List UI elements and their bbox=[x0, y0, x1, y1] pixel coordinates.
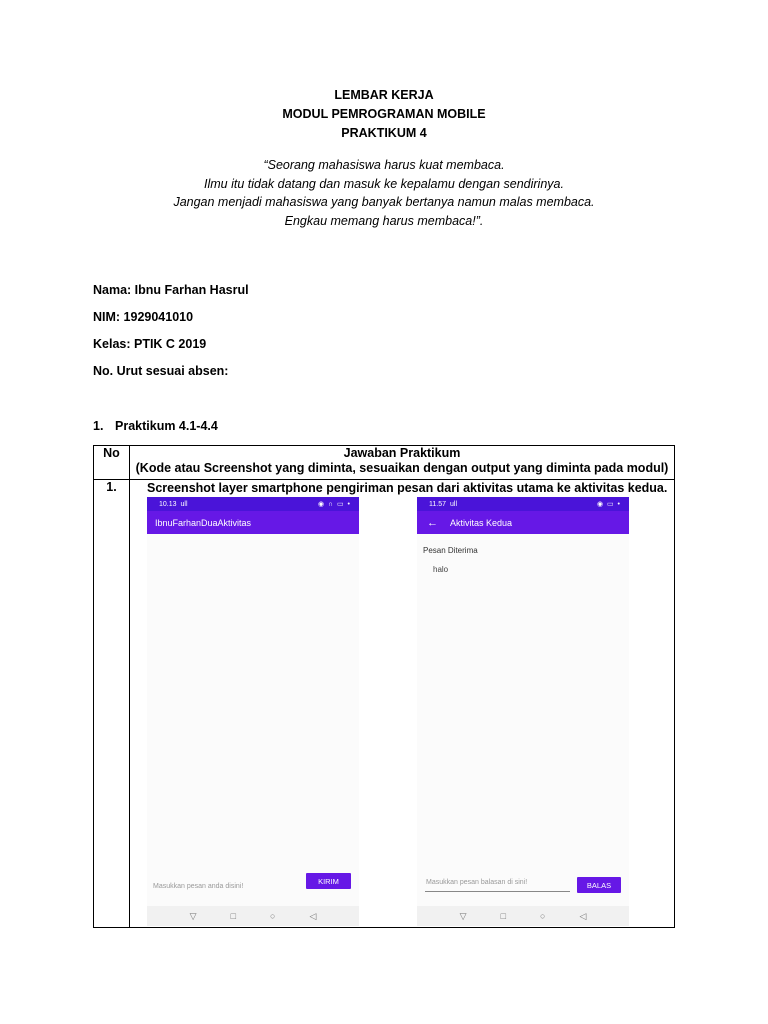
nav-back-icon[interactable]: ◁ bbox=[579, 910, 587, 921]
status-time: 10.13 bbox=[159, 500, 177, 508]
row-number: 1. bbox=[94, 480, 130, 928]
column-header-answer bbox=[130, 446, 675, 480]
send-button[interactable]: KIRIM bbox=[306, 873, 351, 889]
system-status-icons: ◉ ▭ • bbox=[596, 501, 621, 508]
section-title: Praktikum 4.1-4.4 bbox=[115, 419, 218, 433]
header-line-2: MODUL PEMROGRAMAN MOBILE bbox=[282, 107, 486, 121]
phone-screenshot-main-activity bbox=[147, 497, 359, 926]
nav-dropdown-icon[interactable]: ▽ bbox=[189, 910, 197, 921]
field-nim: NIM: 1929041010 bbox=[93, 310, 194, 324]
quote-block bbox=[0, 156, 768, 230]
status-bar bbox=[147, 497, 359, 511]
navigation-bar bbox=[147, 906, 359, 926]
status-bar bbox=[417, 497, 629, 511]
quote-line: Engkau memang harus membaca!”. bbox=[284, 213, 484, 228]
column-header-no: No bbox=[94, 446, 130, 480]
nav-back-icon[interactable]: ◁ bbox=[309, 910, 317, 921]
reply-input[interactable]: Masukkan pesan balasan di sini! bbox=[426, 879, 528, 886]
system-status-icons: ◉ ∩ ▭ • bbox=[317, 501, 351, 508]
answers-table bbox=[93, 445, 675, 928]
column-header-answer-title: Jawaban Praktikum bbox=[343, 446, 461, 460]
nav-home-icon[interactable]: ○ bbox=[270, 911, 276, 921]
nav-home-icon[interactable]: ○ bbox=[540, 911, 546, 921]
navigation-bar bbox=[417, 906, 629, 926]
signal-icon: ull bbox=[450, 500, 458, 508]
app-bar bbox=[147, 511, 359, 534]
status-time: 11.57 bbox=[429, 500, 446, 508]
field-kelas: Kelas: PTIK C 2019 bbox=[93, 337, 207, 351]
field-absen: No. Urut sesuai absen: bbox=[93, 364, 229, 378]
header-line-3: PRAKTIKUM 4 bbox=[341, 126, 427, 140]
row-description: Screenshot layer smartphone pengiriman pesan dari aktivitas utama ke aktivitas kedua. bbox=[147, 481, 668, 495]
reply-button[interactable]: BALAS bbox=[577, 877, 621, 893]
section-number: 1. bbox=[93, 419, 104, 433]
column-header-answer-subtitle: (Kode atau Screenshot yang diminta, sesuaikan dengan output yang diminta pada modul) bbox=[135, 461, 669, 475]
nav-dropdown-icon[interactable]: ▽ bbox=[459, 910, 467, 921]
quote-line: Ilmu itu tidak datang dan masuk ke kepalamu dengan sendirinya. bbox=[204, 176, 564, 191]
app-title: Aktivitas Kedua bbox=[450, 517, 513, 528]
table-row bbox=[94, 480, 675, 928]
signal-icon: ull bbox=[180, 500, 188, 508]
message-input[interactable]: Masukkan pesan anda disini! bbox=[153, 883, 244, 890]
nav-recents-icon[interactable]: □ bbox=[500, 911, 506, 921]
field-nama: Nama: Ibnu Farhan Hasrul bbox=[93, 283, 249, 297]
quote-line: “Seorang mahasiswa harus kuat membaca. bbox=[263, 158, 505, 172]
row-answer bbox=[130, 480, 675, 928]
section-heading bbox=[93, 419, 218, 433]
table-header-row bbox=[94, 446, 675, 480]
quote-line: Jangan menjadi mahasiswa yang banyak bertanya namun malas membaca. bbox=[173, 195, 595, 209]
nav-recents-icon[interactable]: □ bbox=[230, 911, 236, 921]
back-arrow-icon[interactable]: ← bbox=[427, 516, 438, 529]
app-title: IbnuFarhanDuaAktivitas bbox=[155, 517, 252, 528]
phone-screenshot-second-activity bbox=[417, 497, 629, 926]
header-line-1: LEMBAR KERJA bbox=[334, 88, 434, 102]
received-message: halo bbox=[433, 565, 449, 574]
app-bar bbox=[417, 511, 629, 534]
reply-input-underline bbox=[425, 891, 570, 892]
document-header bbox=[0, 86, 768, 143]
received-label: Pesan Diterima bbox=[423, 546, 478, 555]
